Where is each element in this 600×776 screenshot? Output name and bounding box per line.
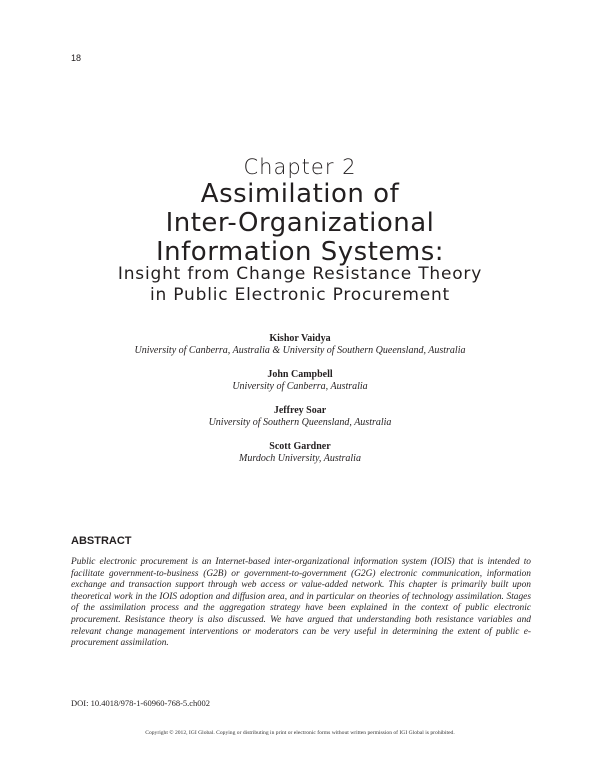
chapter-title [0, 180, 600, 267]
chapter-label: Chapter 2 [243, 155, 357, 179]
author-block [0, 441, 600, 465]
subtitle-line: in Public Electronic Procurement [149, 285, 451, 305]
author-affiliation: University of Canberra, Australia & University of Southern Queensland, Australia [134, 345, 466, 356]
copyright-notice: Copyright © 2012, IGI Global. Copying or distributing in print or electronic forms without written permission of IGI Global is prohibited. [145, 730, 455, 736]
title-line: Assimilation of [200, 179, 400, 209]
author-affiliation: University of Canberra, Australia [232, 381, 368, 392]
subtitle-line: Insight from Change Resistance Theory [117, 264, 483, 284]
abstract-heading: ABSTRACT [71, 535, 132, 547]
author-block [0, 333, 600, 357]
title-line: Inter-Organizational [165, 208, 435, 238]
author-name: Kishor Vaidya [269, 333, 331, 344]
author-block [0, 369, 600, 393]
abstract-body: Public electronic procurement is an Internet-based inter-organizational information system (IOIS) that is intended to facilitate government-to-business (G2B) or government-to-government (G2G) electronic communication, information exchange and transaction support through web access or value-added network. This chapter is primarily built upon theoretical work in the IOIS adoption and diffusion area, and in particular on theories of technology assimilation. Stages of the assimilation process and the aggregation strategy have been explained in the context of public electronic procurement. Resistance theory is also discussed. We have argued that understanding both resistance variables and relevant change management interventions or moderators can be very useful in determining the extent of public e-procurement assimilation. [71, 557, 531, 649]
page-number: 18 [71, 53, 82, 63]
chapter-subtitle [0, 264, 600, 306]
author-block [0, 405, 600, 429]
author-name: Scott Gardner [269, 441, 331, 452]
author-affiliation: Murdoch University, Australia [239, 453, 361, 464]
author-name: Jeffrey Soar [273, 405, 327, 416]
author-name: John Campbell [267, 369, 333, 380]
doi: DOI: 10.4018/978-1-60960-768-5.ch002 [71, 698, 211, 708]
author-list [0, 333, 600, 477]
title-line: Information Systems: [155, 237, 445, 267]
author-affiliation: University of Southern Queensland, Australia [208, 417, 392, 428]
